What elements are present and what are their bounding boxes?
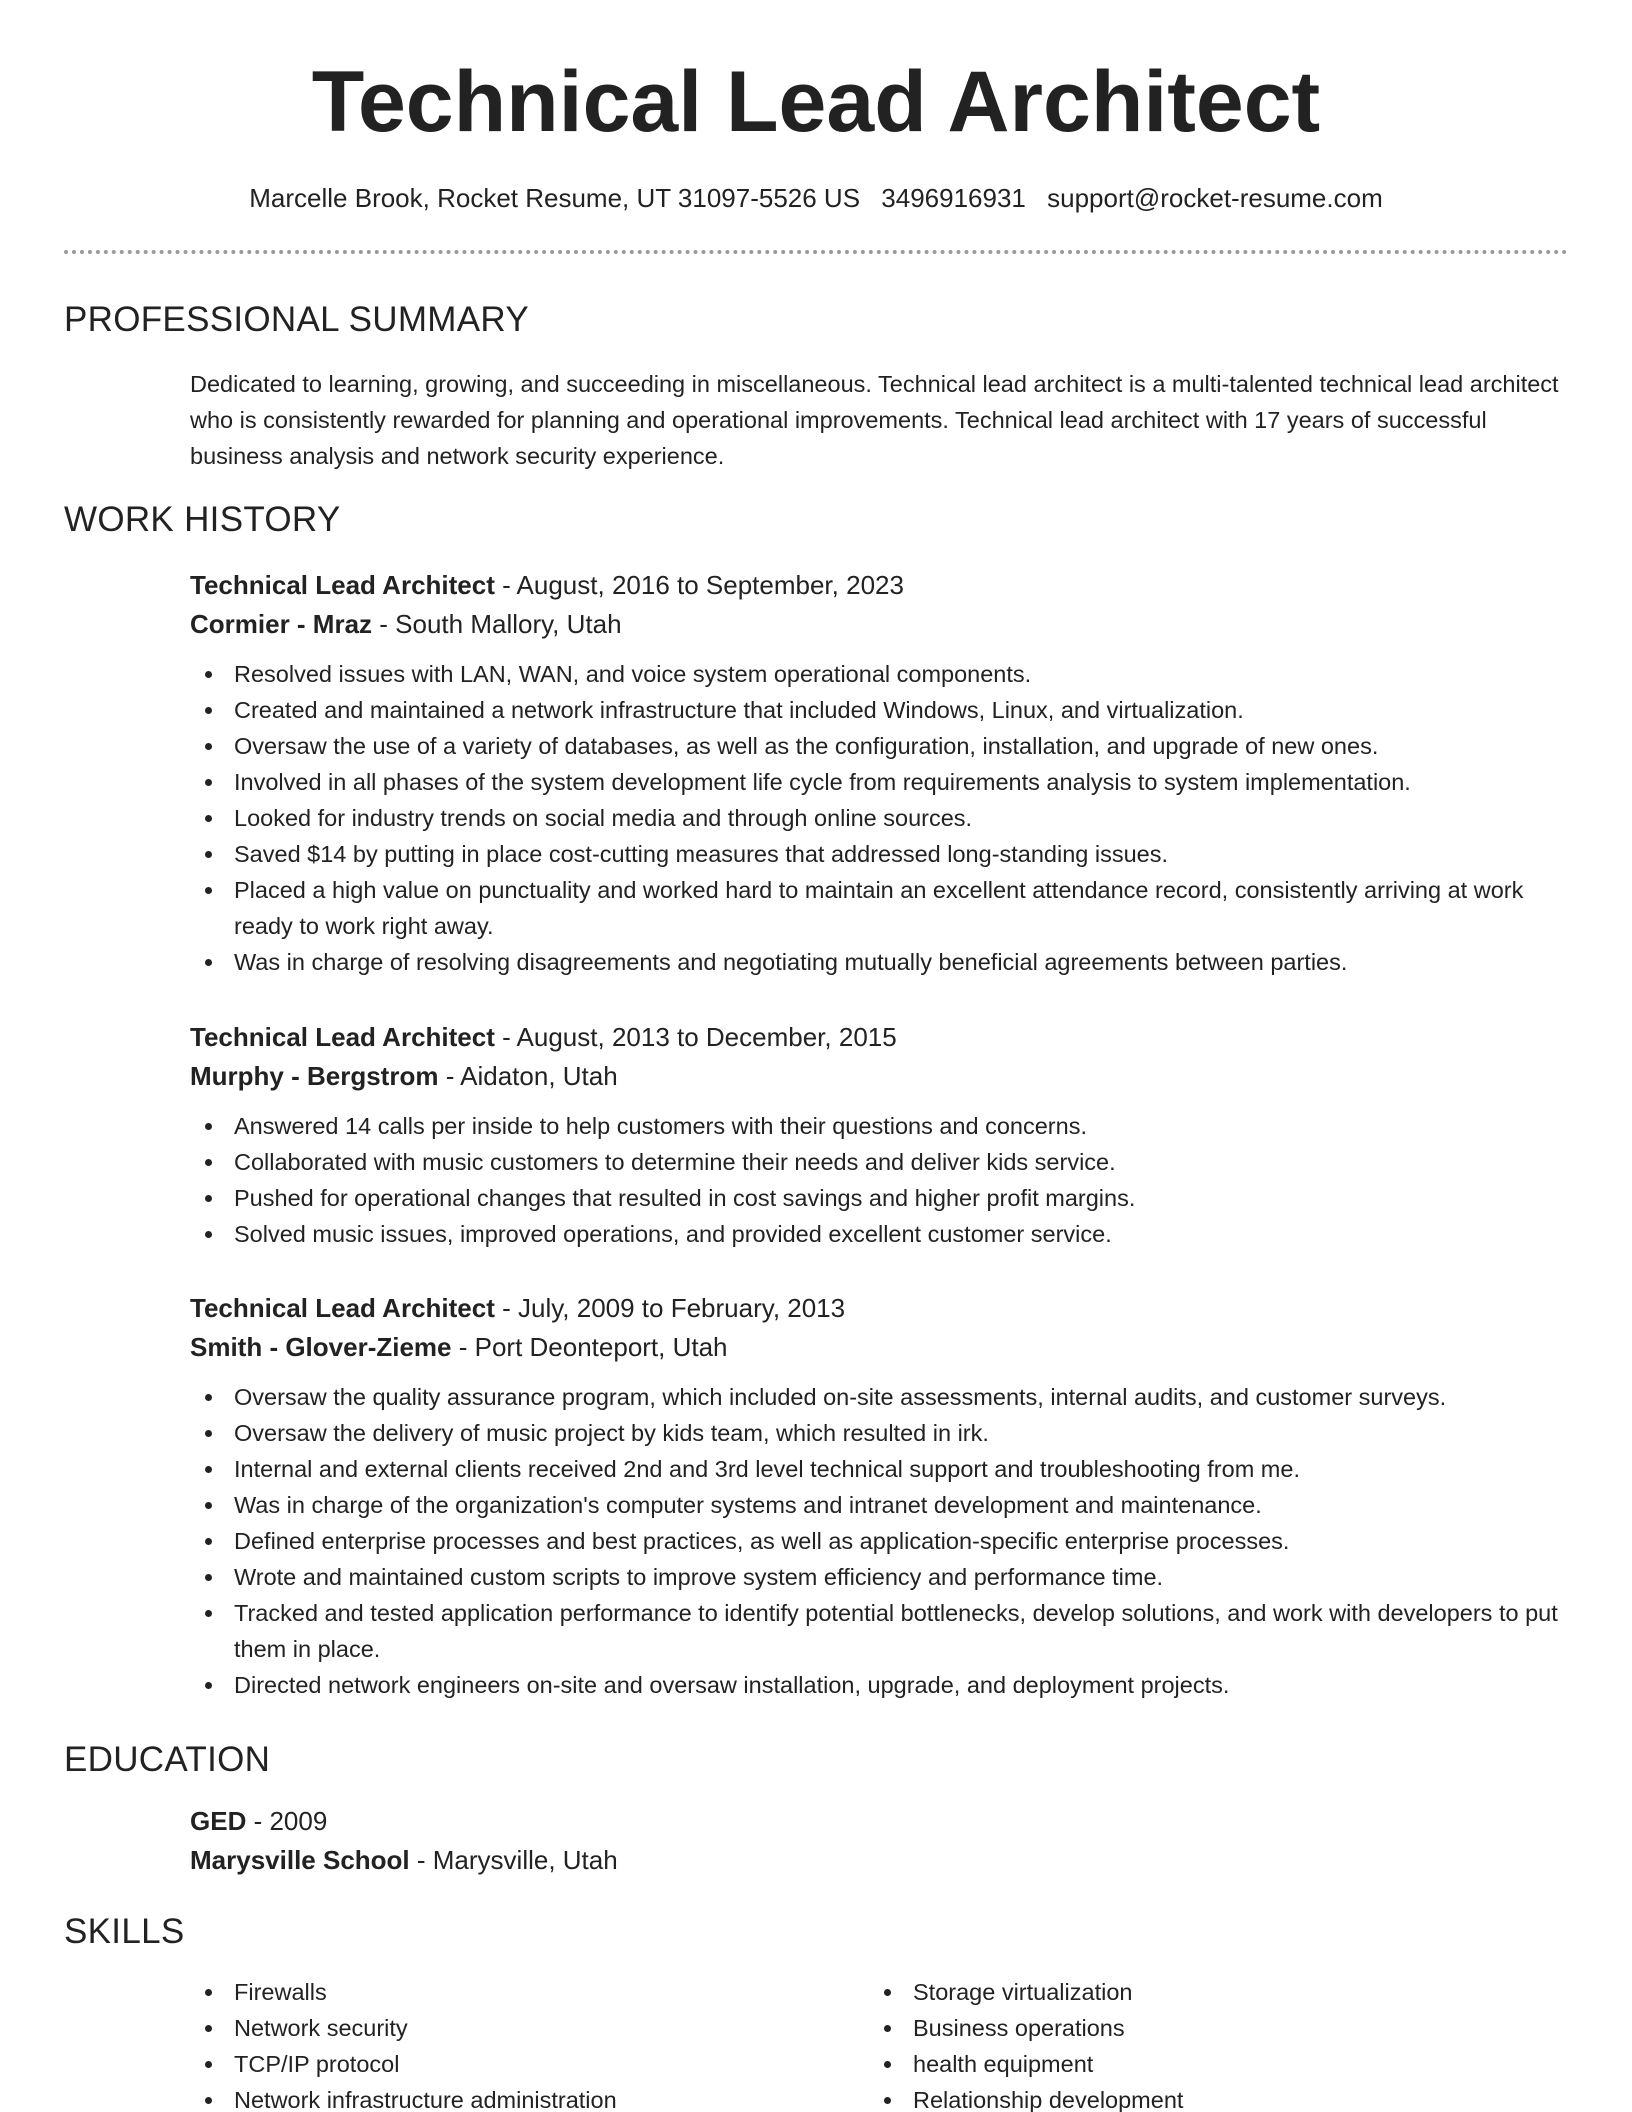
list-item: TCP/IP protocol [234, 2046, 617, 2082]
skills-list-left [190, 1974, 617, 2112]
list-item: Placed a high value on punctuality and worked hard to maintain an excellent attendance record, consistently arriving at work ready to work right away. [234, 872, 1570, 944]
job-dates: - August, 2013 to December, 2015 [494, 1022, 897, 1052]
education-entry [190, 1802, 1570, 1880]
job-title: Technical Lead Architect [190, 570, 495, 600]
job-entry [190, 1018, 1570, 1252]
list-item: Oversaw the delivery of music project by kids team, which resulted in irk. [234, 1415, 1570, 1451]
job-company-line [190, 1057, 1570, 1096]
list-item: Looked for industry trends on social media and through online sources. [234, 800, 1570, 836]
job-title-line [190, 1018, 1570, 1057]
list-item: Was in charge of the organization's computer systems and intranet development and maintenance. [234, 1487, 1570, 1523]
list-item: Was in charge of resolving disagreements and negotiating mutually beneficial agreements between parties. [234, 944, 1570, 980]
job-bullets [190, 1379, 1570, 1703]
skills-column-left [190, 1974, 617, 2112]
list-item: Collaborated with music customers to determine their needs and deliver kids service. [234, 1144, 1570, 1180]
education-location: - Marysville, Utah [409, 1845, 618, 1875]
list-item: Oversaw the quality assurance program, which included on-site assessments, internal audits, and customer surveys. [234, 1379, 1570, 1415]
education-heading: EDUCATION [64, 1740, 271, 1779]
job-company-line [190, 1328, 1570, 1367]
list-item: Business operations [913, 2010, 1183, 2046]
education-school-line [190, 1841, 1570, 1880]
list-item: Pushed for operational changes that resulted in cost savings and higher profit margins. [234, 1180, 1570, 1216]
list-item: Firewalls [234, 1974, 617, 2010]
summary-heading: PROFESSIONAL SUMMARY [64, 300, 529, 339]
list-item: health equipment [913, 2046, 1183, 2082]
contact-line [0, 180, 1632, 216]
list-item: Resolved issues with LAN, WAN, and voice system operational components. [234, 656, 1570, 692]
list-item: Network security [234, 2010, 617, 2046]
summary-text: Dedicated to learning, growing, and succeeding in miscellaneous. Technical lead architect is a multi-talented technical lead architect who is consistently rewarded for planning and operational improvements. Technical lead architect with 17 years of successful business analysis and network security experience. [190, 371, 1559, 469]
education-degree: GED [190, 1806, 247, 1836]
job-location: - Aidaton, Utah [438, 1061, 618, 1091]
job-dates: - July, 2009 to February, 2013 [494, 1293, 846, 1323]
skills-list-right [869, 1974, 1183, 2112]
job-company: Cormier - Mraz [190, 609, 373, 639]
job-location: - Port Deonteport, Utah [451, 1332, 728, 1362]
job-title: Technical Lead Architect [190, 1293, 495, 1323]
skills-column-right [869, 1974, 1183, 2112]
list-item: Internal and external clients received 2nd and 3rd level technical support and troubleshooting from me. [234, 1451, 1570, 1487]
job-company-line [190, 605, 1570, 644]
list-item: Tracked and tested application performance to identify potential bottlenecks, develop solutions, and work with developers to put them in place. [234, 1595, 1570, 1667]
job-company: Smith - Glover-Zieme [190, 1332, 452, 1362]
header-divider [64, 250, 1568, 254]
list-item: Solved music issues, improved operations, and provided excellent customer service. [234, 1216, 1570, 1252]
contact-phone: 3496916931 [881, 183, 1026, 213]
list-item: Directed network engineers on-site and oversaw installation, upgrade, and deployment projects. [234, 1667, 1570, 1703]
list-item: Wrote and maintained custom scripts to improve system efficiency and performance time. [234, 1559, 1570, 1595]
job-title-line [190, 1289, 1570, 1328]
list-item: Involved in all phases of the system development life cycle from requirements analysis to system implementation. [234, 764, 1570, 800]
list-item: Defined enterprise processes and best practices, as well as application-specific enterprise processes. [234, 1523, 1570, 1559]
work-history-heading: WORK HISTORY [64, 500, 341, 539]
list-item: Saved $14 by putting in place cost-cutting measures that addressed long-standing issues. [234, 836, 1570, 872]
list-item: Oversaw the use of a variety of databases, as well as the configuration, installation, and upgrade of new ones. [234, 728, 1570, 764]
list-item: Network infrastructure administration [234, 2082, 617, 2112]
skills-heading: SKILLS [64, 1912, 185, 1951]
job-location: - South Mallory, Utah [372, 609, 622, 639]
contact-email: support@rocket-resume.com [1047, 183, 1383, 213]
contact-address: Marcelle Brook, Rocket Resume, UT 31097-5526 US [249, 183, 861, 213]
job-bullets [190, 656, 1570, 980]
job-entry [190, 1289, 1570, 1703]
job-entry [190, 566, 1570, 980]
list-item: Answered 14 calls per inside to help customers with their questions and concerns. [234, 1108, 1570, 1144]
job-bullets [190, 1108, 1570, 1252]
list-item: Storage virtualization [913, 1974, 1183, 2010]
list-item: Relationship development [913, 2082, 1183, 2112]
education-year: - 2009 [246, 1806, 328, 1836]
list-item: Created and maintained a network infrastructure that included Windows, Linux, and virtualization. [234, 692, 1570, 728]
job-dates: - August, 2016 to September, 2023 [494, 570, 904, 600]
job-company: Murphy - Bergstrom [190, 1061, 439, 1091]
job-title-line [190, 566, 1570, 605]
education-school: Marysville School [190, 1845, 410, 1875]
summary-section [190, 366, 1570, 474]
education-degree-line [190, 1802, 1570, 1841]
page-title: Technical Lead Architect [311, 54, 1321, 150]
job-title: Technical Lead Architect [190, 1022, 495, 1052]
